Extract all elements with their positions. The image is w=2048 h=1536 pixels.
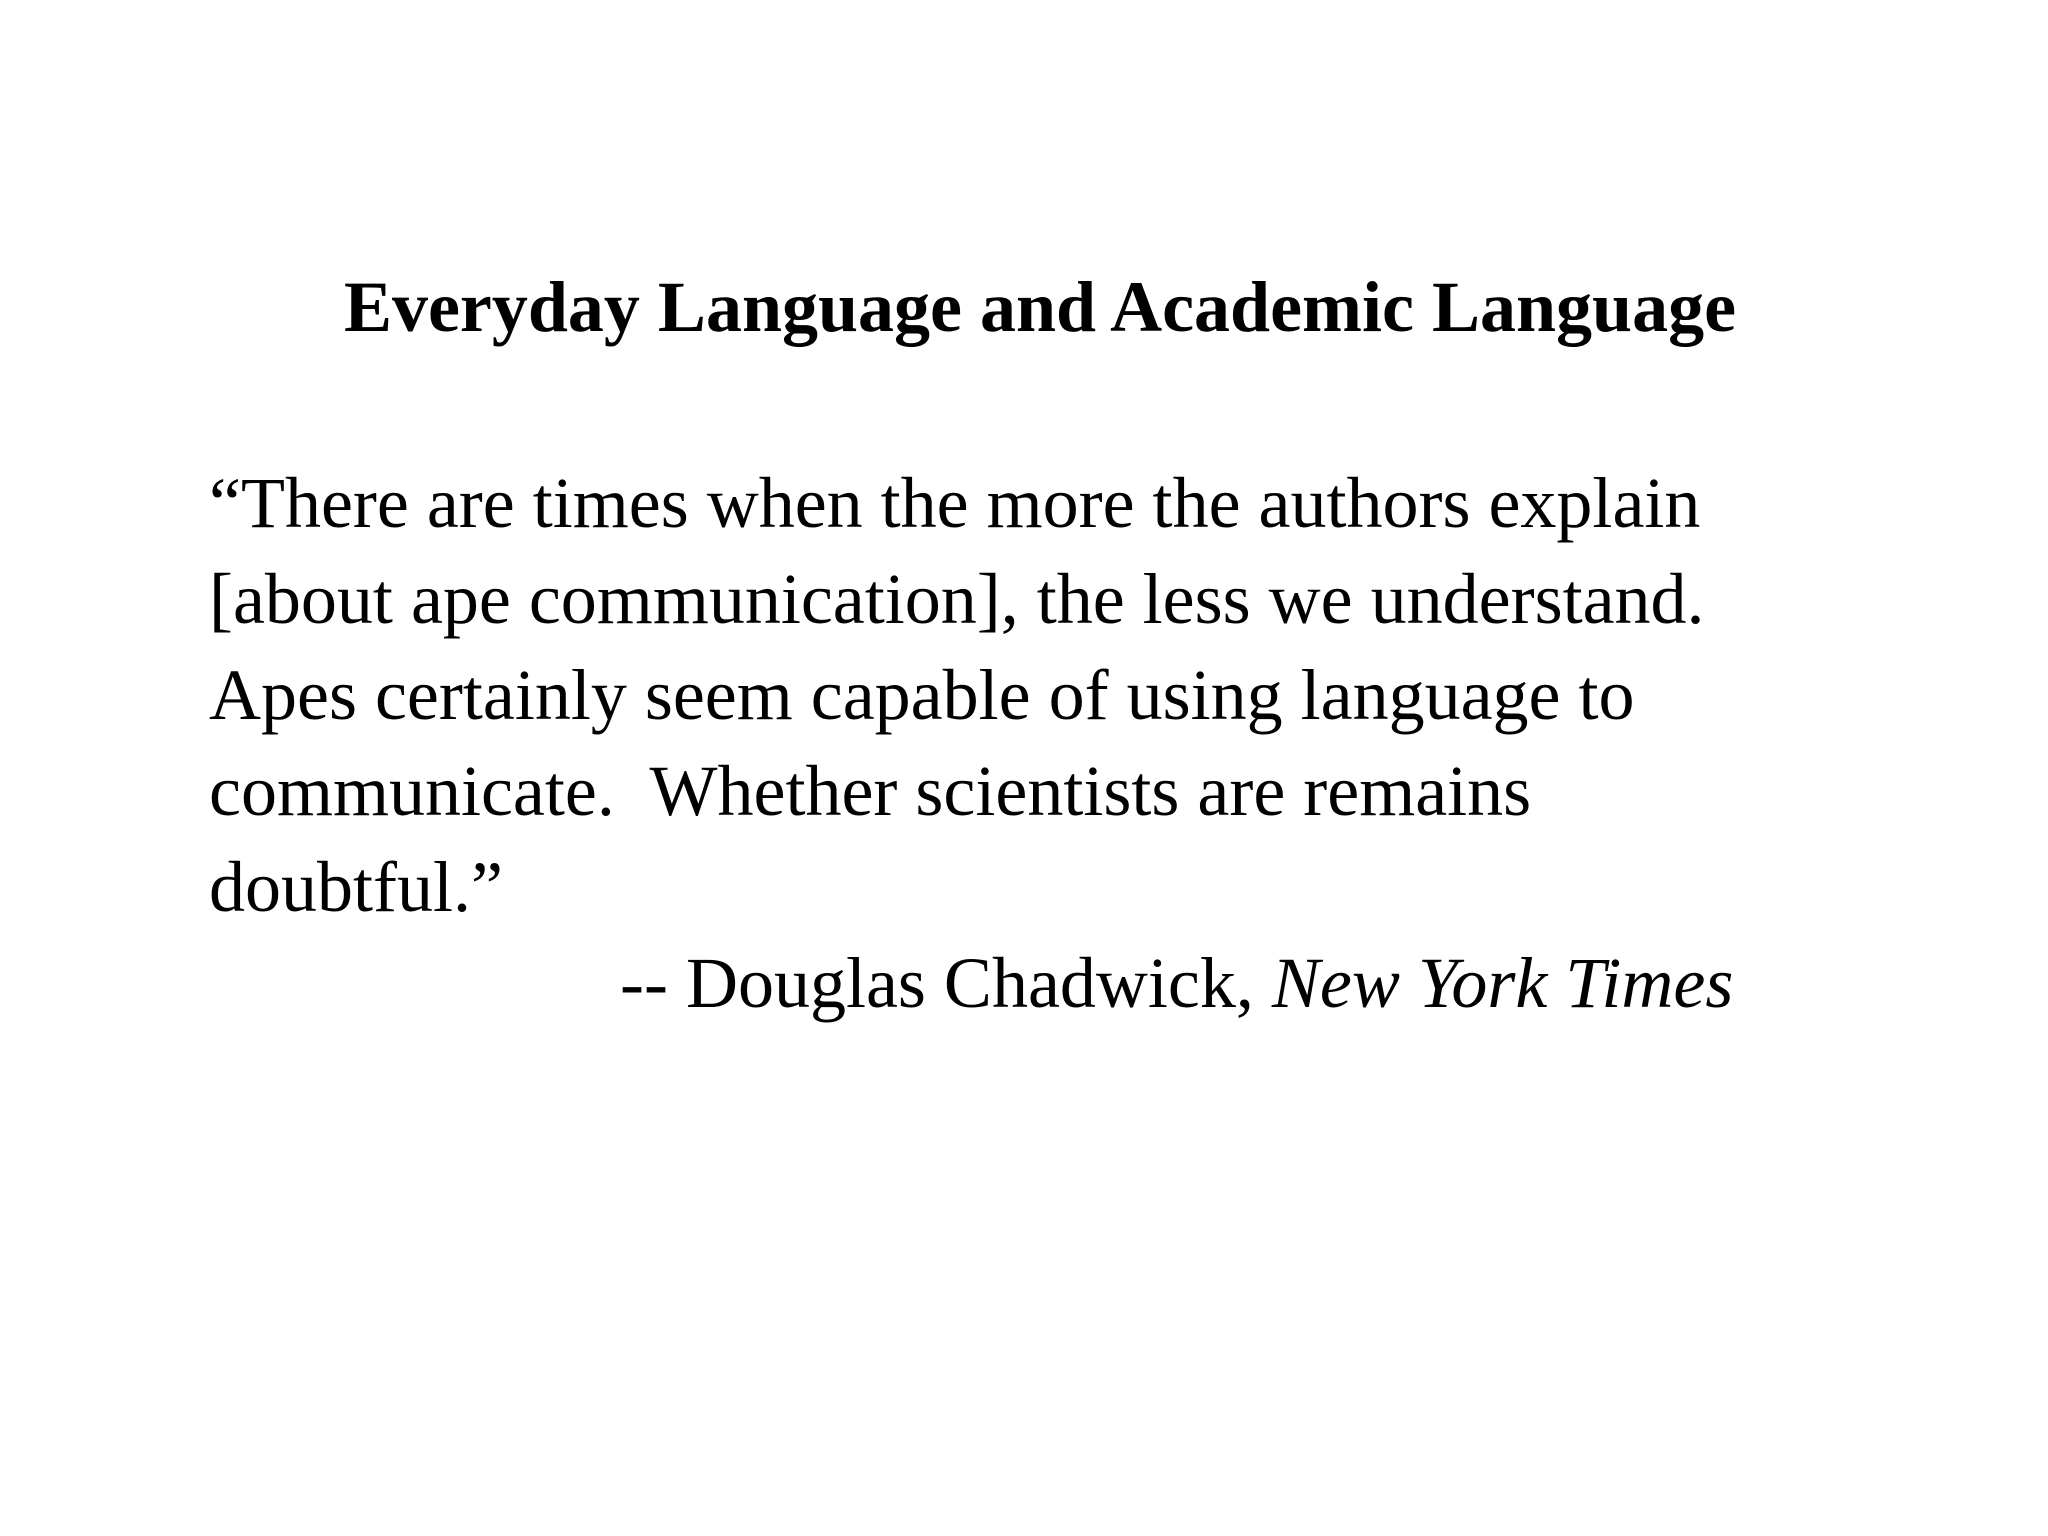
quote-line: doubtful.”	[209, 847, 503, 927]
quote-line: Apes certainly seem capable of using language to	[209, 655, 1635, 735]
quote-line: “There are times when the more the authors explain	[209, 463, 1701, 543]
attribution-author: -- Douglas Chadwick,	[620, 943, 1272, 1023]
quote-attribution	[620, 935, 1733, 1031]
quote-line: [about ape communication], the less we understand.	[209, 559, 1705, 639]
quote-line: communicate. Whether scientists are remains	[209, 751, 1532, 831]
slide-title: Everyday Language and Academic Language	[343, 267, 1737, 347]
quote-block	[209, 455, 2009, 935]
attribution-publication: New York Times	[1271, 943, 1734, 1023]
